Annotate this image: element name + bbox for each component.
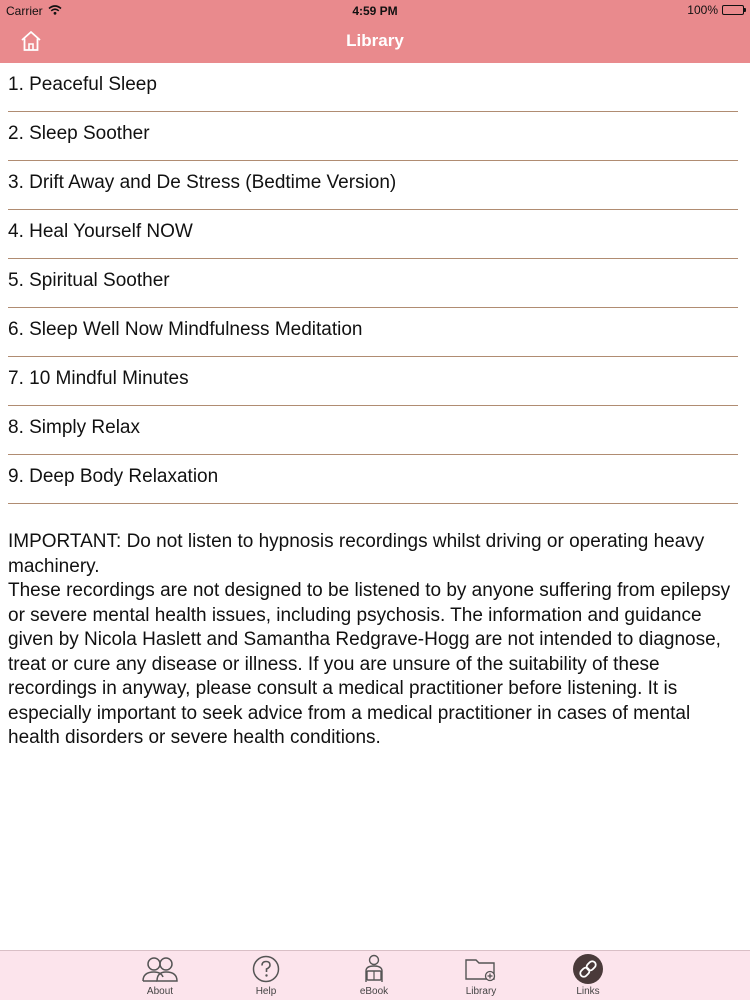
tab-ebook-label: eBook bbox=[359, 986, 389, 997]
recording-title: 7. 10 Mindful Minutes bbox=[8, 368, 189, 389]
list-item[interactable] bbox=[0, 455, 750, 504]
reader-icon bbox=[361, 953, 387, 985]
nav-bar bbox=[0, 22, 750, 63]
disclaimer-important: IMPORTANT: Do not listen to hypnosis recordings whilst driving or operating heavy machinery. bbox=[8, 531, 705, 577]
people-icon bbox=[141, 953, 179, 985]
divider bbox=[8, 503, 738, 504]
question-icon bbox=[251, 953, 281, 985]
recording-title: 4. Heal Yourself NOW bbox=[8, 221, 193, 242]
battery-icon bbox=[722, 5, 744, 15]
list-item[interactable] bbox=[0, 259, 750, 308]
tab-library-label: Library bbox=[465, 986, 497, 997]
status-bar bbox=[0, 0, 750, 22]
recording-title: 5. Spiritual Soother bbox=[8, 270, 170, 291]
header bbox=[0, 0, 750, 63]
recording-title: 6. Sleep Well Now Mindfulness Meditation bbox=[8, 319, 363, 340]
recording-title: 1. Peaceful Sleep bbox=[8, 74, 157, 95]
tab-ebook[interactable] bbox=[344, 953, 404, 999]
recording-title: 8. Simply Relax bbox=[8, 417, 140, 438]
link-icon bbox=[572, 953, 604, 985]
tab-bar bbox=[0, 950, 750, 1000]
tab-library[interactable] bbox=[451, 953, 511, 999]
tab-about[interactable] bbox=[130, 953, 190, 999]
recording-title: 2. Sleep Soother bbox=[8, 123, 150, 144]
status-time: 4:59 PM bbox=[352, 4, 398, 18]
page-title: Library bbox=[346, 31, 404, 50]
list-item[interactable] bbox=[0, 357, 750, 406]
list-item[interactable] bbox=[0, 210, 750, 259]
tab-help[interactable] bbox=[236, 953, 296, 999]
recordings-list bbox=[0, 63, 750, 504]
list-item[interactable] bbox=[0, 112, 750, 161]
recording-title: 9. Deep Body Relaxation bbox=[8, 466, 219, 487]
disclaimer-text bbox=[8, 530, 733, 751]
carrier-label: Carrier bbox=[6, 4, 43, 18]
recording-title: 3. Drift Away and De Stress (Bedtime Version) bbox=[8, 172, 397, 193]
folder-add-icon bbox=[464, 953, 498, 985]
list-item[interactable] bbox=[0, 308, 750, 357]
list-item[interactable] bbox=[0, 406, 750, 455]
tab-about-label: About bbox=[146, 986, 174, 997]
list-item[interactable] bbox=[0, 63, 750, 112]
tab-help-label: Help bbox=[255, 986, 277, 997]
tab-links[interactable] bbox=[558, 953, 618, 999]
list-item[interactable] bbox=[0, 161, 750, 210]
battery-indicator bbox=[687, 3, 744, 17]
disclaimer-body: These recordings are not designed to be listened to by anyone suffering from epilepsy or severe mental health issues, including psychosis. The information and guidance given by Nicola Haslett and Samantha Redgrave-Hogg are not intended to diagnose, treat or cure any disease or illness. If you are unsure of the suitability of these recordings in anyway, please consult a medical practitioner before listening. It is especially important to seek advice from a medical practitioner in cases of mental health disorders or severe health conditions. bbox=[8, 580, 731, 748]
tab-links-label: Links bbox=[576, 986, 600, 997]
battery-label: 100% bbox=[687, 3, 718, 17]
